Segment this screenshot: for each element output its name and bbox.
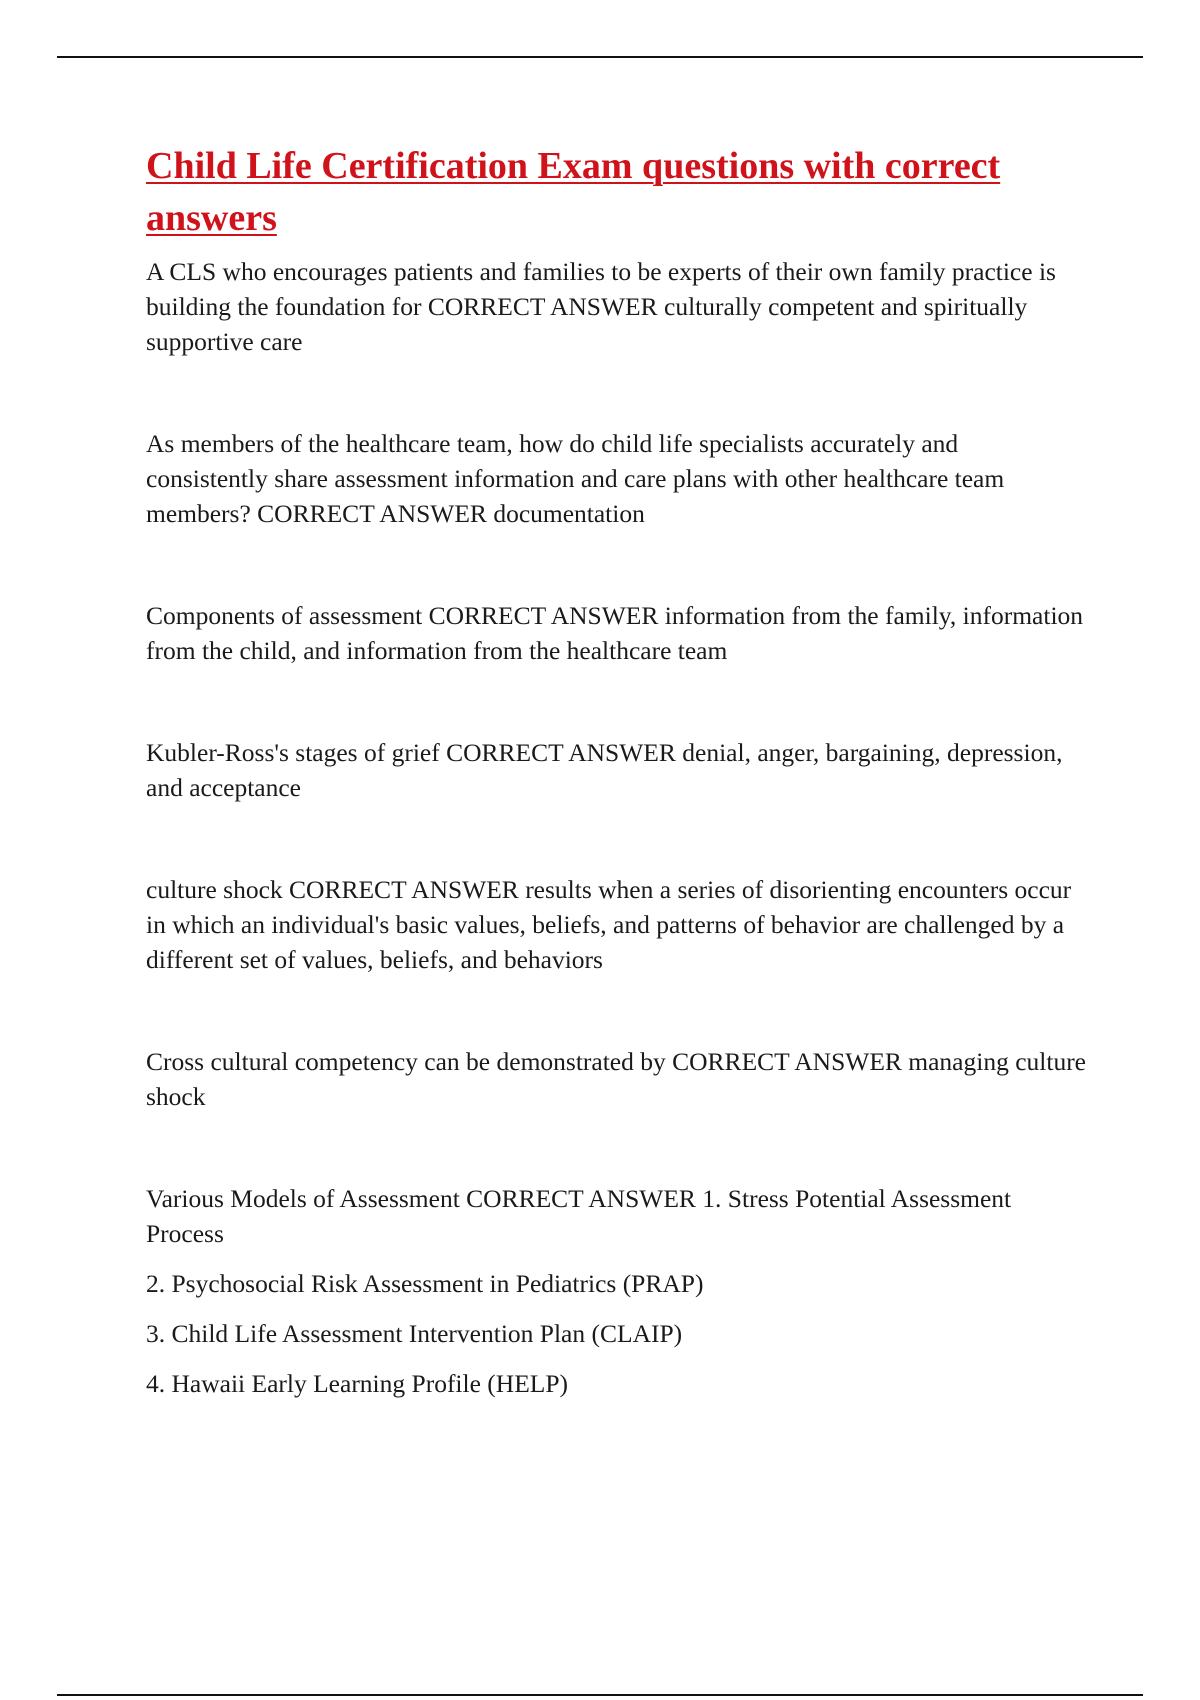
- footer-rule: [57, 1694, 1143, 1696]
- qa-item-2: As members of the healthcare team, how do child life specialists accurately and consistently share assessment information and care plans with other healthcare team members? CORRECT ANSWER documentation: [146, 429, 1005, 528]
- model-list-item-3: 3. Child Life Assessment Intervention Plan (CLAIP): [146, 1319, 683, 1348]
- qa-item-1: A CLS who encourages patients and families to be experts of their own family practice is building the foundation for CORRECT ANSWER culturally competent and spiritually supportive care: [146, 257, 1056, 356]
- qa-item-7: Various Models of Assessment CORRECT ANSWER 1. Stress Potential Assessment Process: [146, 1184, 1012, 1248]
- model-list-item-4: 4. Hawaii Early Learning Profile (HELP): [146, 1369, 569, 1398]
- qa-item-5: culture shock CORRECT ANSWER results when a series of disorienting encounters occur in which an individual's basic values, beliefs, and patterns of behavior are challenged by a different set of values, beliefs, and behaviors: [146, 875, 1072, 974]
- header-rule: [57, 56, 1143, 58]
- qa-item-6: Cross cultural competency can be demonstrated by CORRECT ANSWER managing culture shock: [146, 1047, 1087, 1111]
- document-body: [146, 140, 1086, 1401]
- model-list-item-2: 2. Psychosocial Risk Assessment in Pediatrics (PRAP): [146, 1269, 704, 1298]
- document-title: Child Life Certification Exam questions with correct answers: [146, 145, 1001, 239]
- qa-item-4: Kubler-Ross's stages of grief CORRECT ANSWER denial, anger, bargaining, depression, and acceptance: [146, 738, 1063, 802]
- qa-item-3: Components of assessment CORRECT ANSWER information from the family, information from the child, and information from the healthcare team: [146, 601, 1084, 665]
